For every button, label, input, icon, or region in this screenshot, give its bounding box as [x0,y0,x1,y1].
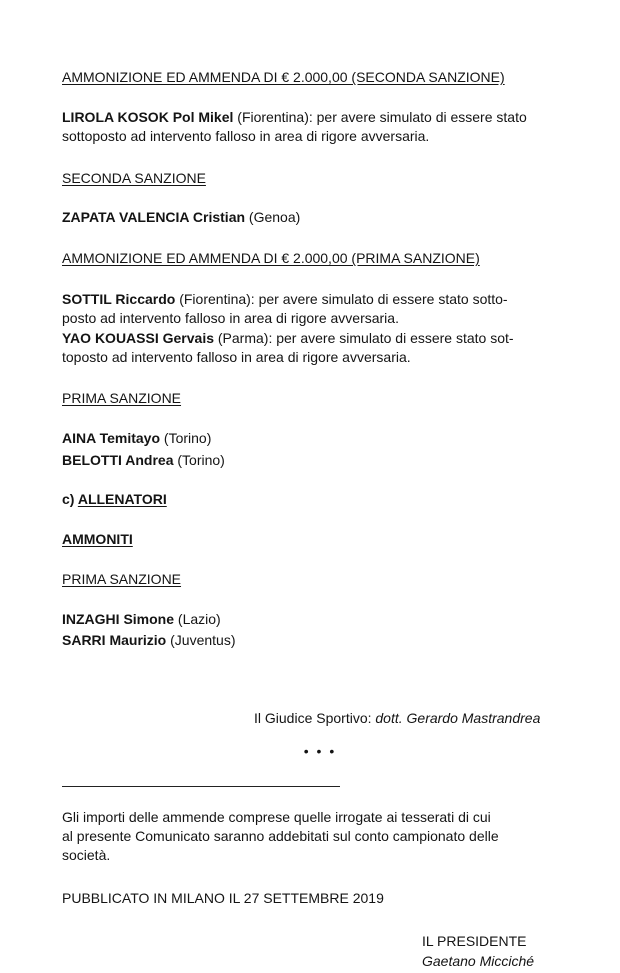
footnote-line: società. [62,847,111,863]
sanction-text-cont: posto ad intervento falloso in area di rigore avversaria. [62,310,399,326]
heading-ammenda-seconda [62,68,576,87]
sanction-zapata [62,208,576,227]
sanction-text: (Parma): per avere simulato di essere stato sot- [214,330,514,346]
player-name: LIROLA KOSOK Pol Mikel [62,109,234,125]
heading-allenatori [62,490,576,509]
coach-name: SARRI Maurizio [62,632,167,648]
sanction-text-cont: toposto ad intervento falloso in area di rigore avversaria. [62,349,411,365]
president-signature [422,931,534,971]
sanction-aina [62,429,576,448]
player-name: AINA Temitayo [62,430,161,446]
heading-text: ALLENATORI [77,491,167,507]
heading-text: PRIMA SANZIONE [62,571,182,587]
separator-dots: • • • [303,743,337,759]
footnote-line: al presente Comunicato saranno addebitati sul conto campionato delle [62,828,499,844]
heading-ammoniti [62,530,576,549]
player-name: BELOTTI Andrea [62,452,174,468]
sanction-text: (Fiorentina): per avere simulato di essere stato [233,109,527,125]
player-name: ZAPATA VALENCIA Cristian [62,209,246,225]
president-title: IL PRESIDENTE [422,933,527,949]
sanction-sarri [62,631,576,650]
sanction-yao [62,329,576,367]
footnote-divider [62,786,340,787]
heading-text: SECONDA SANZIONE [62,170,206,186]
team-name: (Lazio) [174,611,221,627]
team-name: (Genoa) [245,209,301,225]
heading-prima-sanzione [62,389,576,408]
coach-name: INZAGHI Simone [62,611,175,627]
heading-prima-sanzione-allenatori [62,570,576,589]
heading-text: AMMONIZIONE ED AMMENDA DI € 2.000,00 (SECONDA SANZIONE) [62,69,505,85]
heading-text: AMMONIZIONE ED AMMENDA DI € 2.000,00 (PRIMA SANZIONE) [62,250,480,266]
sanction-belotti [62,451,576,470]
heading-seconda-sanzione [62,169,576,188]
team-name: (Torino) [160,430,212,446]
sanction-inzaghi [62,610,576,629]
judge-signature [254,709,540,728]
player-name: SOTTIL Riccardo [62,291,176,307]
sanction-text: (Fiorentina): per avere simulato di essere stato sotto- [175,291,508,307]
sanction-lirola [62,108,576,146]
heading-prefix: c) [62,491,78,507]
sanction-text-cont: sottoposto ad intervento falloso in area di rigore avversaria. [62,128,430,144]
footnote-line: Gli importi delle ammende comprese quelle irrogate ai tesserati di cui [62,809,491,825]
team-name: (Juventus) [166,632,236,648]
footnote [62,808,576,865]
team-name: (Torino) [173,452,225,468]
president-name: Gaetano Micciché [422,953,535,969]
publication-line: PUBBLICATO IN MILANO IL 27 SETTEMBRE 2019 [62,890,384,906]
heading-text: PRIMA SANZIONE [62,390,182,406]
heading-text: AMMONITI [62,531,133,547]
judge-label: Il Giudice Sportivo: [254,710,376,726]
sanction-sottil [62,290,576,328]
player-name: YAO KOUASSI Gervais [62,330,214,346]
judge-name: dott. Gerardo Mastrandrea [375,710,541,726]
heading-ammenda-prima [62,249,576,268]
